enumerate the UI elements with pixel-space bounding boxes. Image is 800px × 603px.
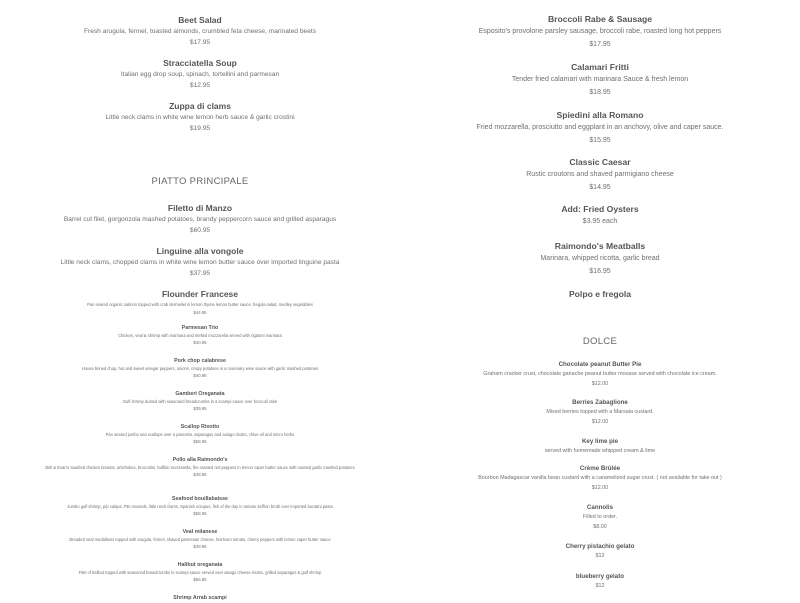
item-name: Broccoli Rabe & Sausage — [547, 14, 653, 24]
item-price: $39.95 — [193, 544, 207, 550]
item-price: $12.00 — [591, 380, 609, 387]
item-price: $17.95 — [589, 40, 611, 48]
item-name: Parmesan Trio — [181, 325, 219, 331]
item-description: Rustic croutons and shaved parmigiano cheese — [526, 171, 674, 178]
menu-item — [400, 361, 800, 387]
item-description: Filet of halibut topped with seasoned breadcrumbs in scampi sauce served over asiago cheese risotto, grilled asparagus & gulf shrimp — [78, 570, 322, 575]
item-price: $12.00 — [591, 484, 609, 491]
item-description: House brined chop, hot and sweet vinegar peppers, onions, crispy potatoes in a rosemary wine sauce with garlic mashed potatoes — [81, 366, 319, 371]
item-name: Halibut oreganata — [177, 562, 223, 568]
item-description: Fresh arugula, fennel, toasted almonds, crumbled feta cheese, marinated beets — [83, 28, 316, 35]
item-price: $14.95 — [589, 183, 611, 191]
item-description: Bell & Evan's sautéed chicken breasts, artichokes, broccolini, buffalo mozzarella, fire roasted red peppers in lemon caper butter sauce with roasted garlic mashed potatoes — [45, 465, 355, 470]
item-price: $40.95 — [193, 373, 207, 379]
item-name: Chocolate peanut Butter Pie — [558, 361, 642, 368]
item-name: Scallop Risotto — [180, 424, 220, 430]
menu-item — [0, 562, 400, 582]
item-price: $17.95 — [189, 39, 211, 47]
menu-item — [0, 391, 400, 411]
item-price: $44.95 — [193, 310, 207, 316]
menu-item — [400, 465, 800, 491]
item-price: $60.95 — [189, 227, 211, 235]
menu-item — [0, 289, 400, 315]
section-heading-dolce: DOLCE — [582, 336, 618, 347]
item-price: $15.95 — [589, 136, 611, 144]
item-description: Pan seared jumbo sea scallops over a pancetta, asparagus and asiago risotto, chive oil and micro herbs — [105, 432, 295, 437]
item-name: Spiedini alla Romano — [556, 110, 644, 120]
item-description: Breaded veal medallions topped with arugula, fennel, shaved parmesan cheese, heirloom tomato, cherry peppers with lemon caper butter sauce — [69, 537, 331, 542]
menu-item — [400, 14, 800, 48]
item-name: Classic Caesar — [569, 157, 631, 167]
item-price: $19.95 — [189, 125, 211, 133]
item-price: $37.95 — [189, 270, 211, 278]
item-price: $12.95 — [189, 82, 211, 90]
item-price: $3.95 each — [582, 218, 618, 225]
menu-item — [0, 424, 400, 444]
item-description: Pan seared organic salmon topped with crab dermeliel in lemon thyme lemon butter sauce, fregola salad, medley vegetables — [87, 302, 313, 307]
menu-item — [0, 595, 400, 603]
menu-item — [400, 110, 800, 144]
menu-item — [400, 399, 800, 425]
item-description: Tender fried calamari with marinara Sauce & fresh lemon — [511, 76, 689, 83]
item-price: $58.95 — [193, 511, 207, 517]
item-name: Crème Brûlée — [579, 465, 621, 472]
item-name: Add: Fried Oysters — [561, 204, 639, 214]
menu-item — [0, 203, 400, 234]
item-price: $40.95 — [193, 340, 207, 346]
menu-item — [400, 62, 800, 96]
menu-item — [0, 325, 400, 345]
item-name: Key lime pie — [581, 438, 619, 445]
item-name: Raimondo's Meatballs — [554, 241, 646, 251]
menu-item — [0, 101, 400, 132]
item-description: Marinara, whipped ricotta, garlic bread — [540, 255, 660, 262]
menu-item — [400, 157, 800, 191]
item-name: Flounder Francese — [161, 289, 239, 299]
menu-item — [400, 504, 800, 530]
item-price: $58.95 — [193, 439, 207, 445]
menu-item — [400, 289, 800, 303]
menu-item — [0, 529, 400, 549]
item-name: Filetto di Manzo — [167, 203, 233, 213]
item-description: Jumbo gulf shrimp, p/p calaps, PEI mussels, little neck clams, Spanish octopus, fish of the day in tomato saffron broth over imported bucatini pasta — [67, 504, 333, 509]
menu-item — [400, 543, 800, 559]
item-price: $8.00 — [593, 523, 607, 530]
item-name: Beet Salad — [178, 15, 222, 25]
menu-item — [0, 58, 400, 89]
item-price: $38.95 — [193, 472, 207, 478]
item-description: Fried mozzarella, prosciutto and eggplant in an anchovy, olive and caper sauce. — [476, 124, 724, 131]
item-name: Polpo e fregola — [568, 289, 632, 299]
item-description: Mixed berries topped with a Marsala custard. — [546, 409, 654, 415]
item-description: Little neck clams, chopped clams in white wine lemon butter sauce over imported linguine pasta — [60, 259, 340, 266]
menu-item — [400, 438, 800, 458]
item-name: Berries Zabaglione — [572, 399, 628, 406]
menu-item — [400, 573, 800, 589]
item-name: Pollo alla Raimondo's — [172, 457, 228, 463]
item-description: Graham cracker crust, chocolate ganache peanut butter mousse served with chocolate ice cream. — [483, 371, 717, 377]
item-price: $18.95 — [589, 88, 611, 96]
item-name: Cannolis — [586, 504, 614, 511]
item-name: blueberry gelato — [575, 573, 625, 580]
item-name: Zuppa di clams — [169, 101, 231, 111]
item-description: Bourbon Madagascar vanilla bean custard with a caramelized sugar crust. ( not available for take out ) — [478, 475, 722, 481]
menu-item — [400, 241, 800, 275]
item-name: Stracciatella Soup — [163, 58, 237, 68]
item-price: $12 — [595, 583, 605, 589]
item-description: Gulf shrimp dusted with seasoned breadcrumbs in a scampi sauce over broccoli rabe — [122, 399, 278, 404]
item-description: Italian egg drop soup, spinach, tortellini and parmesan — [120, 71, 280, 78]
item-price: $12.00 — [591, 418, 609, 425]
item-price: $12 — [595, 553, 605, 559]
item-name: Calamari Fritti — [571, 62, 629, 72]
menu-item — [400, 204, 800, 225]
item-price: $56.95 — [193, 577, 207, 583]
item-description: Esposito's provolone parsley sausage, broccoli rabe, roasted long hot peppers — [478, 28, 722, 35]
item-description: Chicken, veal & shrimp with marinara and melted mozzarella served with rigatoni marinara — [118, 333, 282, 338]
item-name: Shrimp Arrab scampi — [173, 595, 227, 601]
menu-item — [0, 15, 400, 46]
item-name: Linguine alla vongole — [156, 246, 244, 256]
item-name: Seafood bouillabaisse — [172, 496, 228, 502]
item-name: Cherry pistachio gelato — [565, 543, 635, 550]
item-description: Filled to order. — [582, 514, 618, 520]
item-description: Barrel cut filet, gorgonzola mashed potatoes, brandy peppercorn sauce and grilled asparagus — [63, 216, 337, 223]
item-name: Pork chop calabrese — [174, 358, 226, 364]
menu-item — [0, 246, 400, 277]
menu-item — [0, 457, 400, 477]
item-price: $16.95 — [589, 267, 611, 275]
item-description: served with homemade whipped cream & lime — [544, 448, 656, 454]
item-name: Veal milanese — [182, 529, 218, 535]
menu-item — [0, 358, 400, 378]
item-description: Little neck clams in white wine lemon herb sauce & garlic crostini — [105, 114, 295, 121]
section-heading-piatto-principale: PIATTO PRINCIPALE — [151, 176, 249, 187]
menu-item — [0, 496, 400, 516]
item-name: Gamberi Oreganata — [175, 391, 225, 397]
item-price: $39.95 — [193, 406, 207, 412]
